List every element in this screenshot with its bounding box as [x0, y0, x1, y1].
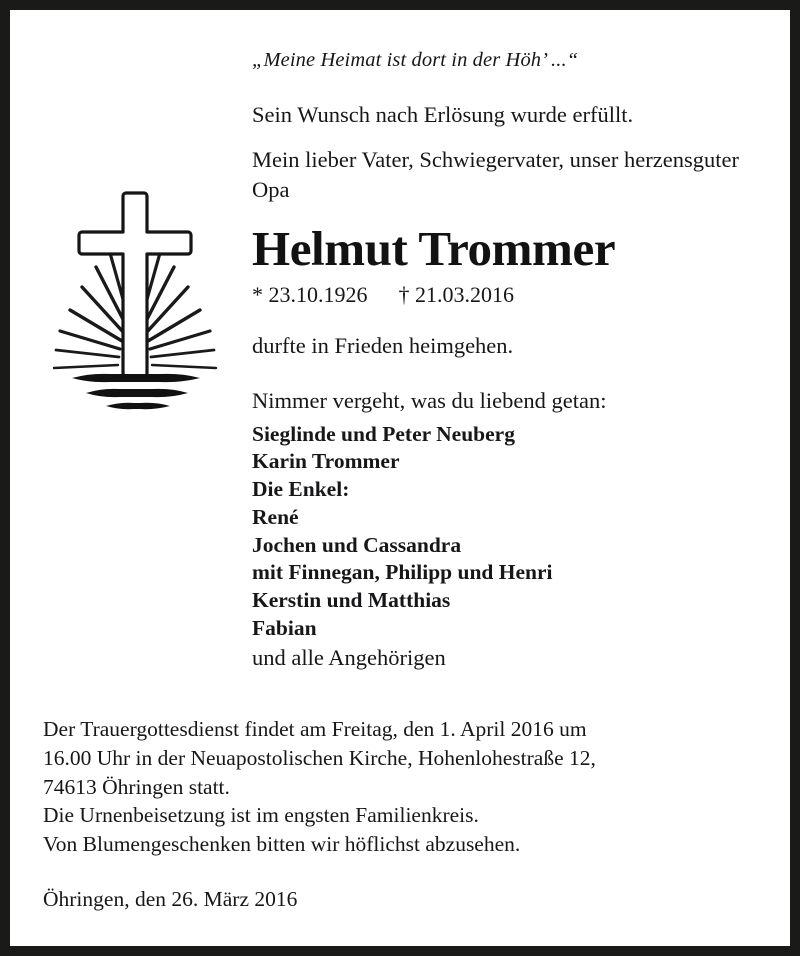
place-and-date: Öhringen, den 26. März 2016 [43, 886, 298, 911]
lede-line-1: Sein Wunsch nach Erlösung wurde erfüllt. [252, 101, 634, 127]
list-item: Sieglinde und Peter Neuberg [252, 421, 515, 446]
service-info [43, 715, 767, 859]
notice-footer-column [43, 715, 767, 914]
list-item: René [252, 504, 299, 529]
survivors-list [252, 421, 772, 672]
list-item: Kerstin und Matthias [252, 588, 451, 613]
service-line: Von Blumengeschenken bitten wir höflichst abzusehen. [43, 832, 521, 857]
birth-date: 23.10.1926 [268, 281, 368, 307]
list-item: und alle Angehörigen [252, 644, 446, 670]
death-date: 21.03.2016 [415, 281, 514, 307]
ground-bars-icon [72, 374, 200, 409]
birth-symbol: * [252, 281, 263, 307]
service-line: 74613 Öhringen statt. [43, 774, 230, 799]
list-item: Die Enkel: [252, 477, 350, 502]
service-line: Die Urnenbeisetzung ist im engsten Familienkreis. [43, 803, 479, 828]
service-line: Der Trauergottesdienst findet am Freitag, den 1. April 2016 um [43, 717, 587, 741]
lede-line-2: Mein lieber Vater, Schwiegervater, unser herzensguter Opa [252, 147, 739, 202]
list-item: Fabian [252, 615, 317, 640]
list-item: mit Finnegan, Philipp und Henri [252, 560, 553, 585]
list-item: Jochen und Cassandra [252, 532, 462, 557]
passing-line: durfte in Frieden heimgehen. [252, 333, 514, 359]
death-symbol: † [398, 281, 410, 307]
cross-with-rays-icon [40, 175, 230, 415]
epitaph-quote: „Meine Heimat ist dort in der Höh’ ...“ [252, 49, 579, 71]
service-line: 16.00 Uhr in der Neuapostolischen Kirche, Hohenlohestraße 12, [43, 745, 596, 770]
deceased-name: Helmut Trommer [252, 220, 616, 276]
life-dates [252, 281, 772, 310]
notice-main-column [252, 48, 772, 672]
survivors-intro: Nimmer vergeht, was du liebend getan: [252, 388, 607, 414]
cross-outline-icon [79, 193, 191, 376]
notice-sheet [10, 10, 790, 946]
list-item: Karin Trommer [252, 449, 400, 474]
